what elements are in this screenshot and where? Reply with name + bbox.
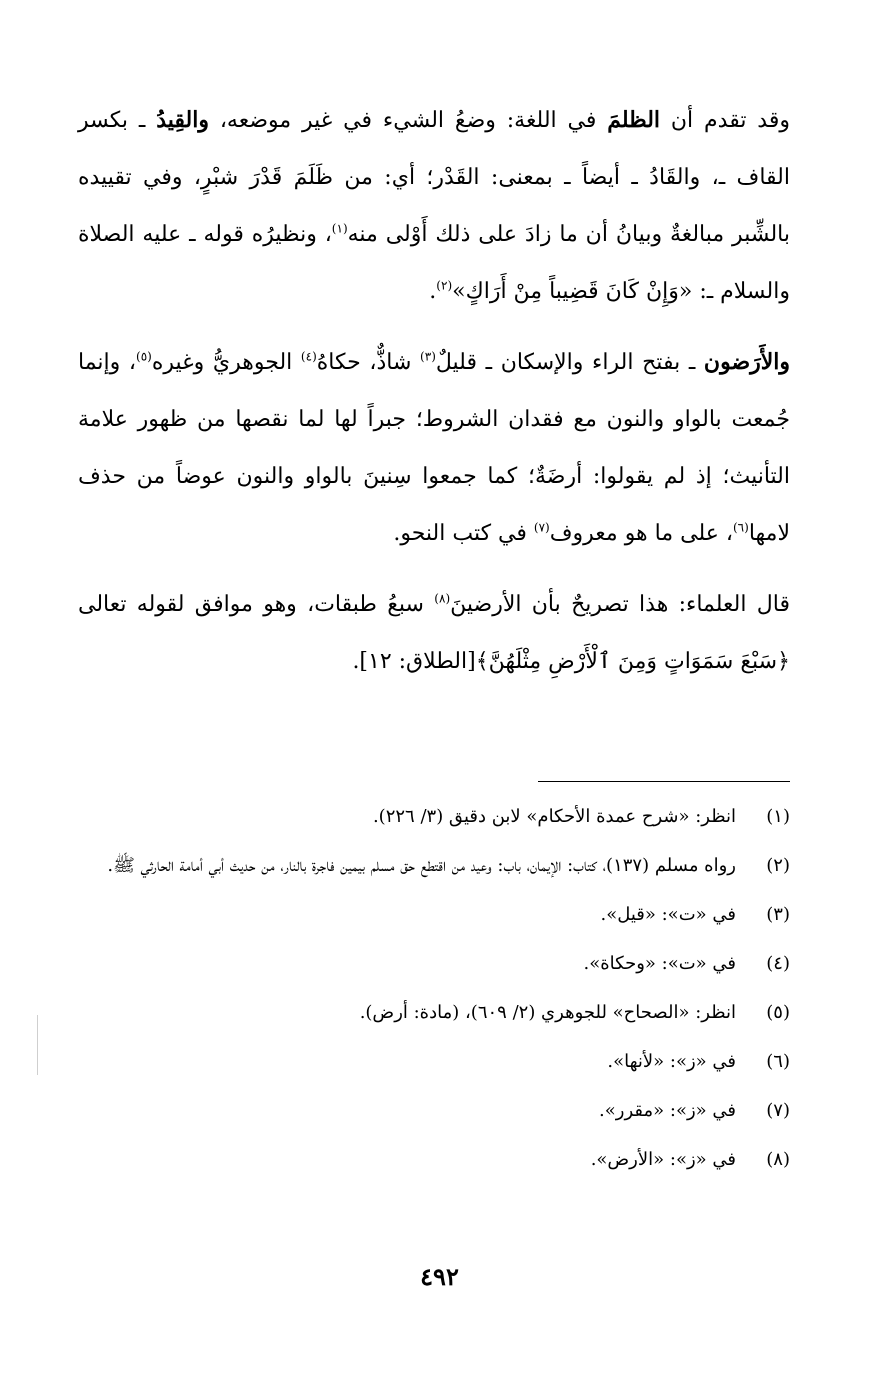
page-number: ٤٩٢	[420, 1262, 459, 1291]
margin-mark	[37, 1015, 38, 1075]
bold-term: الظلمَ	[607, 107, 661, 133]
text-run: وقد تقدم أن	[660, 108, 790, 133]
footnote-text: في «ت»: «قيل».	[600, 904, 736, 925]
footnote-reference: (٨)	[434, 591, 451, 606]
footnotes-section	[78, 792, 790, 1184]
text-run: ـ بكسر القاف ـ، والقَادُ ـ أيضاً ـ بمعنى: القَدْر؛ أي: من ظَلَمَ قَدْرَ شبْرٍ، وفي تقييده بالشِّبر مبالغةٌ وبيانُ أن ما زادَ على ذلك أَوْلى منه	[78, 108, 790, 247]
footnote-number: (٦)	[766, 1051, 790, 1072]
footnote-number: (٧)	[766, 1100, 790, 1121]
main-text-body	[78, 92, 790, 690]
footnote-1	[78, 792, 790, 841]
footnote-separator	[538, 781, 790, 782]
text-run: ، ونظيرُه قوله ـ عليه الصلاة والسلام ـ: «وَإِنْ كَانَ قَضِيباً مِنْ أَرَاكٍ»	[78, 222, 790, 304]
footnote-text: في «ز»: «لأنها».	[607, 1051, 736, 1072]
text-run: الجوهريُّ وغيره	[151, 350, 301, 375]
footnote-4	[78, 939, 790, 988]
footnote-2	[78, 841, 790, 890]
footnote-3	[78, 890, 790, 939]
text-run: ، وإنما جُمعت بالواو والنون مع فقدان الشروط؛ جبراً لها لما نقصها من ظهور علامة التأنيث؛ إذ لم يقولوا: أرضَةٌ؛ كما جمعوا سِنينَ بالواو والنون عوضاً من حذف لامها	[78, 350, 790, 546]
footnote-text: انظر: «الصحاح» للجوهري (٢/ ٦٠٩)، (مادة: أرض).	[359, 1002, 736, 1023]
footnote-text: في «ت»: «وحكاة».	[583, 953, 736, 974]
footnote-6	[78, 1037, 790, 1086]
text-run: ، على ما هو معروف	[549, 521, 733, 546]
paragraph-3	[78, 576, 790, 690]
footnote-text: في «ز»: «مقرر».	[599, 1100, 736, 1121]
footnote-reference: (٤)	[300, 349, 317, 364]
footnote-reference: (٥)	[136, 349, 152, 364]
footnote-text: رواه مسلم (١٣٧)، كتاب: الإيمان، باب: وعيد من اقتطع حق مسلم بيمين فاجرة بالنار، من حديث أبي أمامة الحارثي ﷺ.	[107, 855, 736, 876]
footnote-number: (٤)	[766, 953, 790, 974]
paragraph-1	[78, 92, 790, 320]
footnote-7	[78, 1086, 790, 1135]
footnote-8	[78, 1135, 790, 1184]
text-run: ـ بفتح الراء والإسكان ـ قليلٌ	[435, 350, 704, 375]
footnote-reference: (٧)	[533, 520, 550, 535]
footnote-number: (١)	[766, 806, 790, 827]
footnote-reference: (٦)	[732, 520, 749, 535]
bold-term: والأَرَضون	[703, 349, 791, 375]
text-run: .	[429, 279, 437, 304]
bold-term: والقِيدُ	[156, 107, 209, 133]
footnote-reference: (٢)	[436, 278, 453, 293]
footnote-5	[78, 988, 790, 1037]
footnote-number: (٥)	[766, 1002, 790, 1023]
footnote-reference: (٣)	[420, 349, 436, 364]
footnote-number: (٢)	[766, 855, 790, 876]
footnote-number: (٣)	[766, 904, 790, 925]
text-run: سبعُ طبقات، وهو موافق لقوله تعالى ﴿سَبْعَ سَمَوَاتٍ وَمِنَ ٱلْأَرْضِ مِثْلَهُنَّ﴾[الطلاق: ١٢].	[78, 592, 790, 674]
text-run: في اللغة: وضعُ الشيء في غير موضعه،	[208, 108, 608, 133]
footnote-text: في «ز»: «الأرض».	[590, 1149, 736, 1170]
footnote-text: انظر: «شرح عمدة الأحكام» لابن دقيق (٣/ ٢٢٦).	[372, 806, 736, 827]
footnote-reference: (١)	[331, 221, 348, 236]
paragraph-2	[78, 334, 790, 562]
text-run: شاذٌّ، حكاهُ	[316, 350, 421, 375]
footnote-number: (٨)	[766, 1149, 790, 1170]
text-run: في كتب النحو.	[393, 521, 534, 546]
text-run: قال العلماء: هذا تصريحٌ بأن الأرضينَ	[450, 592, 790, 617]
